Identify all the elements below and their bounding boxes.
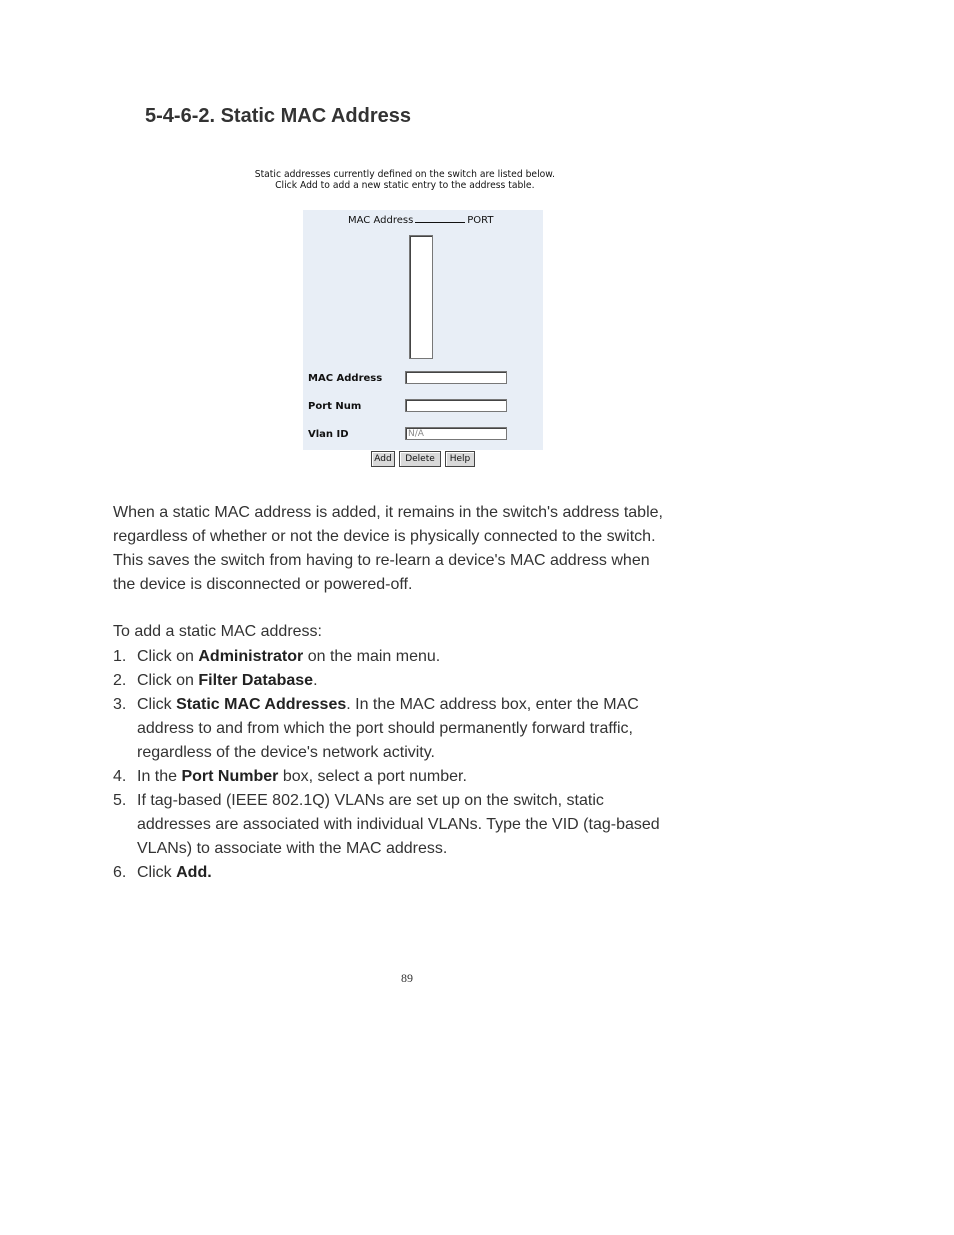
step-item bbox=[113, 789, 713, 861]
steps-intro: To add a static MAC address: bbox=[113, 623, 322, 640]
list-header-port: PORT bbox=[467, 215, 494, 226]
screenshot-intro bbox=[207, 169, 603, 191]
list-header-mac: MAC Address bbox=[348, 215, 414, 226]
step-number: 4. bbox=[113, 768, 127, 785]
step-text: Click on bbox=[137, 672, 199, 689]
step-item bbox=[113, 861, 713, 885]
step-text: Click on bbox=[137, 648, 199, 665]
mac-address-label: MAC Address bbox=[308, 373, 383, 384]
vlan-id-input[interactable]: N/A bbox=[405, 427, 507, 440]
step-bold-text: Static MAC Addresses bbox=[176, 696, 347, 713]
steps-list bbox=[113, 645, 713, 885]
step-text: address to and from which the port should permanently forward traffic, bbox=[137, 720, 633, 737]
step-number: 1. bbox=[113, 648, 127, 665]
step-text: In the bbox=[137, 768, 182, 785]
step-text: VLANs) to associate with the MAC address. bbox=[137, 840, 448, 857]
step-item bbox=[113, 645, 713, 669]
step-bold-text: Administrator bbox=[198, 648, 304, 665]
screenshot-intro-line2: Click Add to add a new static entry to the address table. bbox=[275, 180, 535, 191]
step-bold-text: Port Number bbox=[181, 768, 279, 785]
step-text: If tag-based (IEEE 802.1Q) VLANs are set up on the switch, static bbox=[137, 792, 604, 809]
vlan-id-row bbox=[308, 426, 538, 444]
step-bold-text: Add. bbox=[176, 864, 212, 881]
header-separator bbox=[415, 222, 465, 223]
step-number: 2. bbox=[113, 672, 127, 689]
vlan-id-label: Vlan ID bbox=[308, 429, 349, 440]
step-text: Click bbox=[137, 696, 177, 713]
step-text: box, select a port number. bbox=[278, 768, 467, 785]
mac-address-row bbox=[308, 370, 538, 388]
section-heading: 5-4-6-2. Static MAC Address bbox=[145, 105, 411, 127]
address-list-header bbox=[348, 215, 494, 226]
mac-address-input[interactable] bbox=[405, 371, 507, 384]
step-item bbox=[113, 693, 713, 765]
step-item bbox=[113, 765, 713, 789]
add-button[interactable]: Add bbox=[371, 451, 395, 467]
paragraph-line: When a static MAC address is added, it remains in the switch's address table, bbox=[113, 504, 663, 521]
step-bold-text: Filter Database bbox=[198, 672, 314, 689]
port-num-label: Port Num bbox=[308, 401, 362, 412]
step-text: addresses are associated with individual VLANs. Type the VID (tag-based bbox=[137, 816, 660, 833]
step-number: 5. bbox=[113, 792, 127, 809]
page-number: 89 bbox=[401, 971, 413, 985]
screenshot-intro-line1: Static addresses currently defined on the switch are listed below. bbox=[254, 169, 555, 180]
static-mac-panel bbox=[303, 210, 543, 450]
delete-button[interactable]: Delete bbox=[399, 451, 441, 467]
port-num-input[interactable] bbox=[405, 399, 507, 412]
step-text: Click bbox=[137, 864, 177, 881]
port-num-row bbox=[308, 398, 538, 416]
step-text: regardless of the device's network activity. bbox=[137, 744, 435, 761]
paragraph-line: This saves the switch from having to re-learn a device's MAC address when bbox=[113, 552, 650, 569]
help-button[interactable]: Help bbox=[445, 451, 475, 467]
step-text: . In the MAC address box, enter the MAC bbox=[346, 696, 639, 713]
step-number: 6. bbox=[113, 864, 127, 881]
step-item bbox=[113, 669, 713, 693]
step-text: on the main menu. bbox=[303, 648, 441, 665]
paragraph-line: the device is disconnected or powered-off. bbox=[113, 576, 413, 593]
static-address-listbox[interactable] bbox=[409, 235, 433, 359]
paragraph-line: regardless of whether or not the device is physically connected to the switch. bbox=[113, 528, 656, 545]
step-number: 3. bbox=[113, 696, 127, 713]
static-mac-screenshot bbox=[207, 159, 608, 469]
description-paragraph bbox=[113, 501, 713, 597]
step-text: . bbox=[313, 672, 318, 689]
